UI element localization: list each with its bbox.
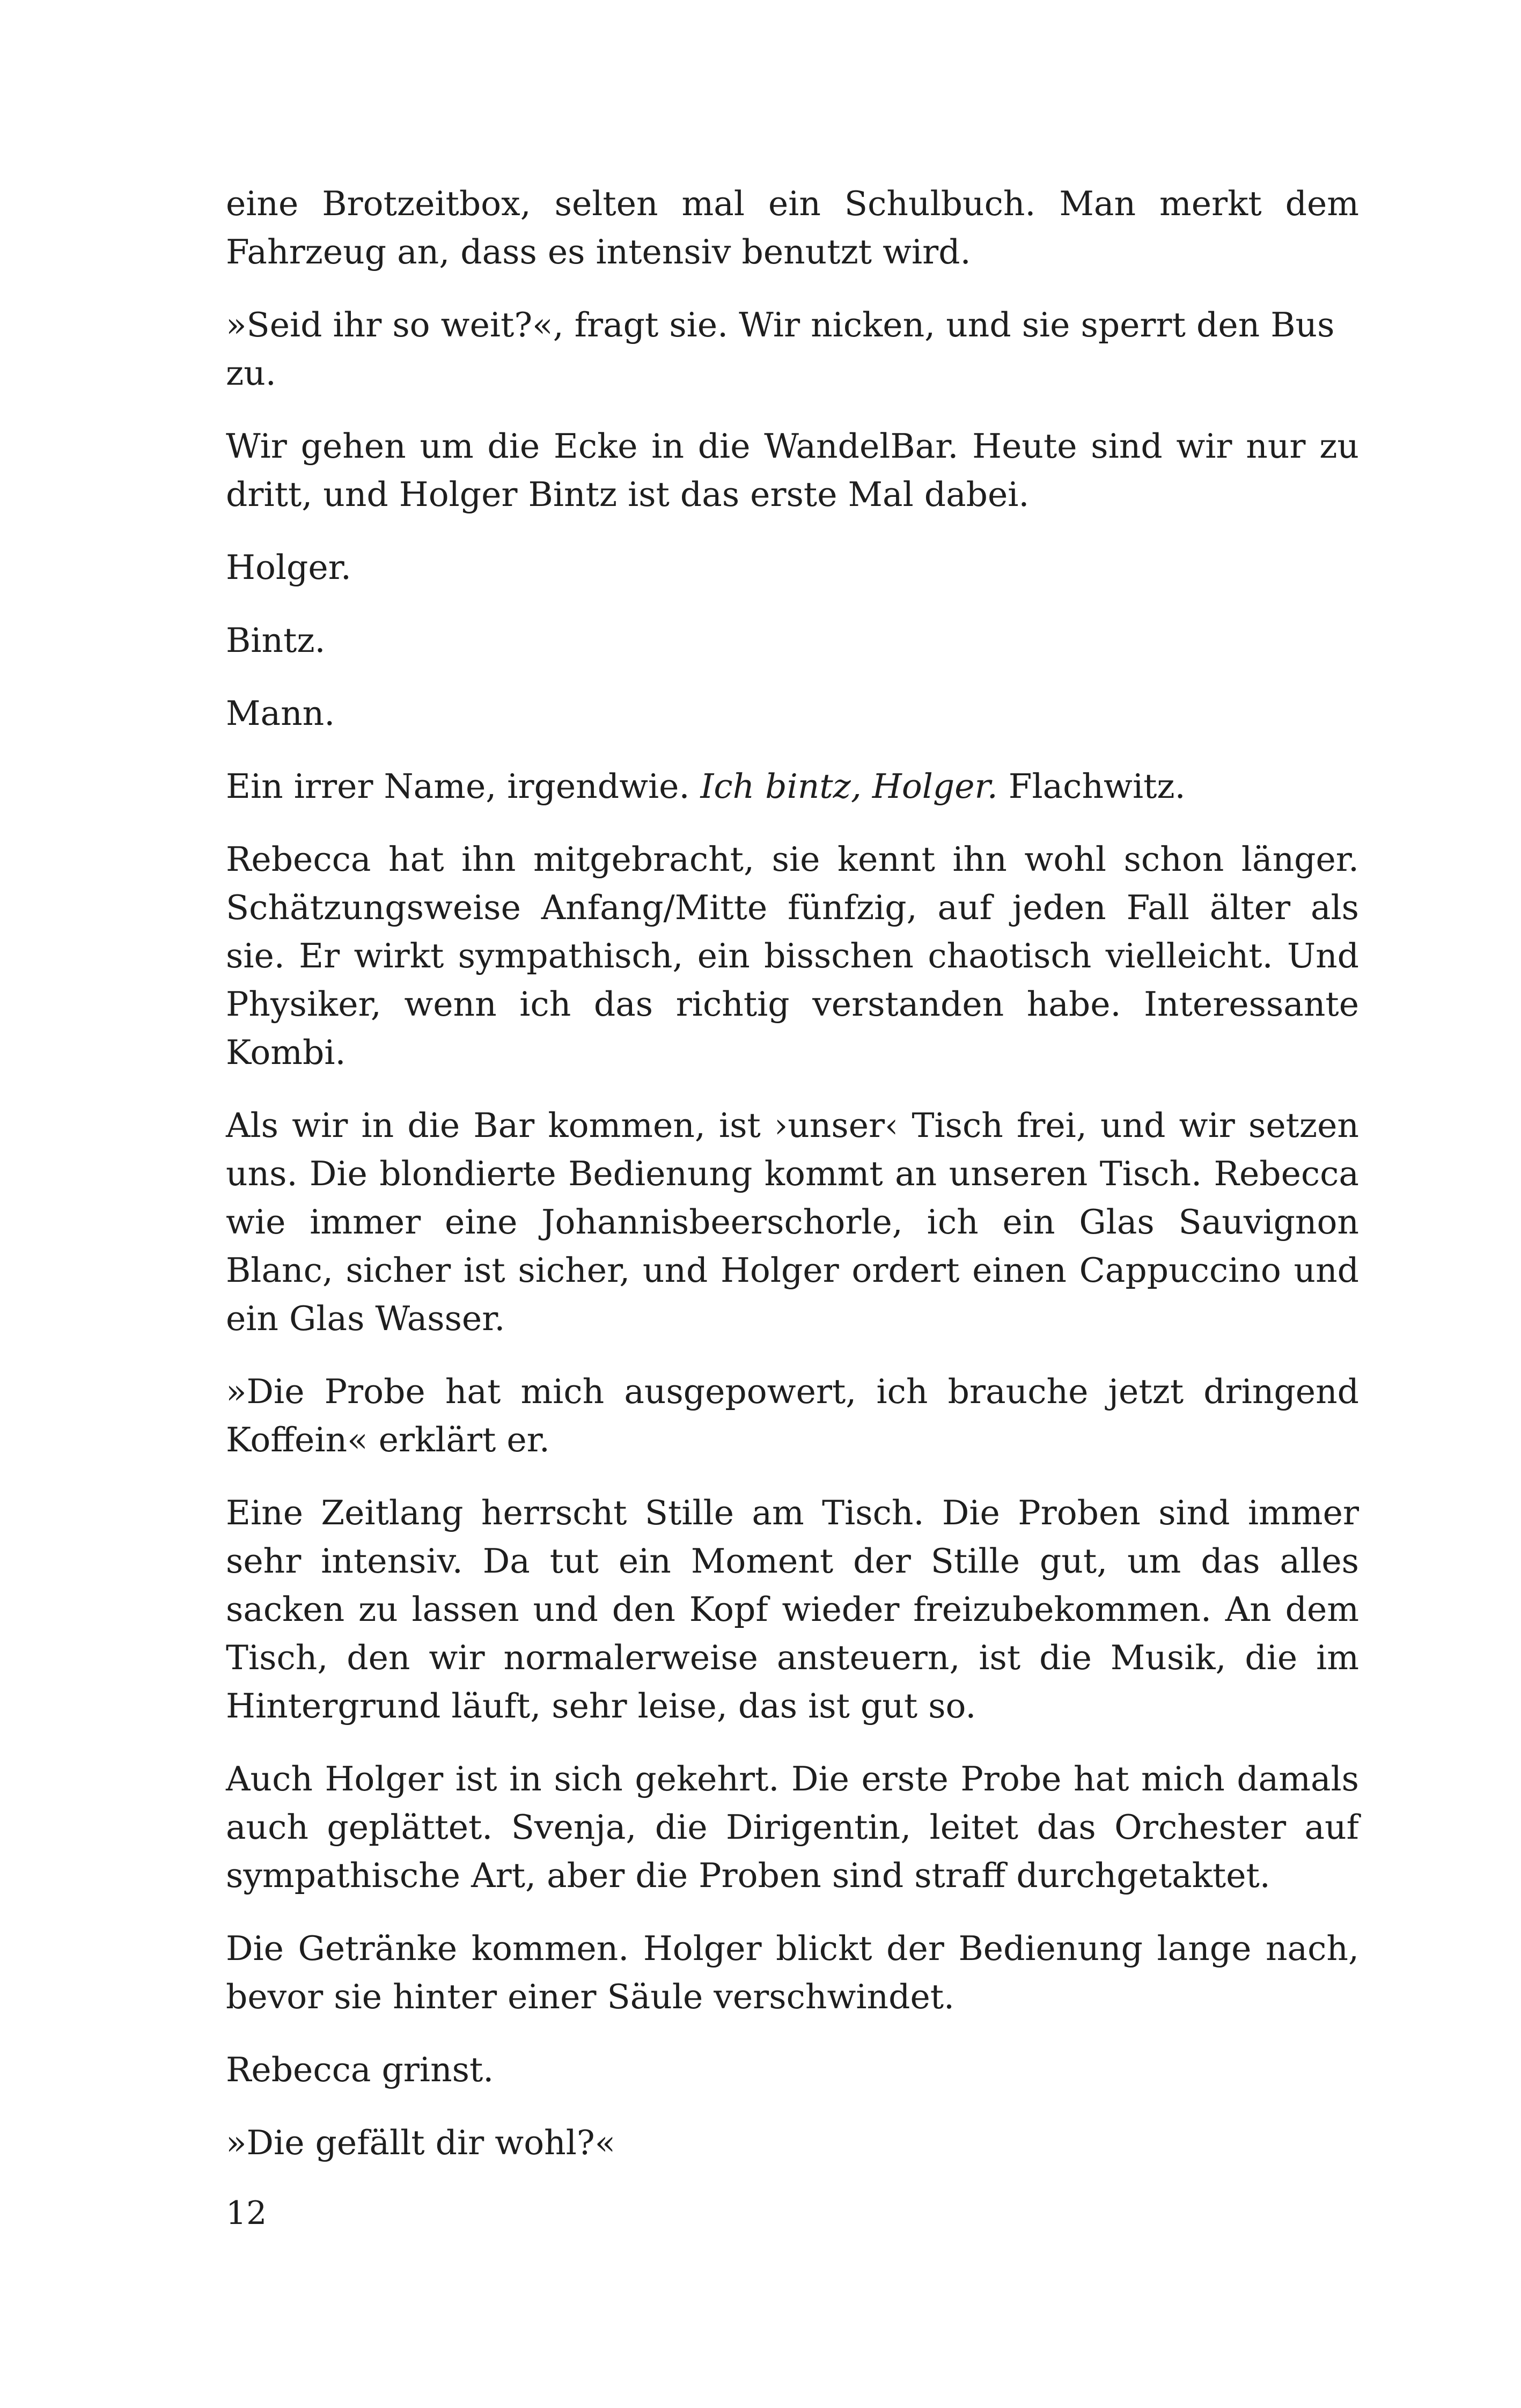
paragraph: eine Brotzeitbox, selten mal ein Schulbuch. Man merkt dem Fahrzeug an, dass es intensiv benutzt wird. — [226, 184, 1359, 271]
paragraph: Mann. — [226, 694, 335, 733]
paragraph: Als wir in die Bar kommen, ist ›unser‹ Tisch frei, und wir setzen uns. Die blondierte Bedienung kommt an unseren Tisch. Rebecca wie immer eine Johannisbeerschorle, ich ein Glas Sauvignon Blanc, sicher ist sicher, und Holger ordert einen Cappuccino und ein Glas Wasser. — [226, 1106, 1359, 1338]
paragraph: Holger. — [226, 548, 351, 587]
paragraph: Rebecca grinst. — [226, 2050, 494, 2089]
paragraph: »Die Probe hat mich ausgepowert, ich brauche jetzt dringend Koffein« erklärt er. — [226, 1372, 1359, 1459]
paragraph: Die Getränke kommen. Holger blickt der Bedienung lange nach, bevor sie hinter einer Säule verschwindet. — [226, 1929, 1359, 2016]
paragraph-text: Ein irrer Name, irgendwie. — [226, 767, 701, 806]
page-number: 12 — [226, 2194, 267, 2232]
paragraph — [226, 762, 1359, 811]
paragraph: Bintz. — [226, 621, 326, 660]
paragraph: Wir gehen um die Ecke in die WandelBar. Heute sind wir nur zu dritt, und Holger Bintz ist das erste Mal dabei. — [226, 427, 1359, 514]
italic-phrase: Ich bintz, Holger. — [700, 767, 998, 806]
paragraph: »Seid ihr so weit?«, fragt sie. Wir nicken, und sie sperrt den Bus zu. — [226, 305, 1335, 393]
paragraph: Auch Holger ist in sich gekehrt. Die erste Probe hat mich damals auch geplättet. Svenja, die Dirigentin, leitet das Orchester auf sympathische Art, aber die Proben sind straff durchgetaktet. — [226, 1759, 1359, 1895]
paragraph: »Die gefällt dir wohl?« — [226, 2123, 616, 2162]
paragraph-text: Flachwitz. — [997, 767, 1186, 806]
paragraph: Eine Zeitlang herrscht Stille am Tisch. Die Proben sind immer sehr intensiv. Da tut ein Moment der Stille gut, um das alles sacken zu lassen und den Kopf wieder freizubekommen. An dem Tisch, den wir normalerweise ansteuern, ist die Musik, die im Hintergrund läuft, sehr leise, das ist gut so. — [226, 1493, 1359, 1726]
body-text — [226, 180, 1359, 2192]
paragraph: Rebecca hat ihn mitgebracht, sie kennt ihn wohl schon länger. Schätzungsweise Anfang/Mitte fünfzig, auf jeden Fall älter als sie. Er wirkt sympathisch, ein bisschen chaotisch vielleicht. Und Physiker, wenn ich das richtig verstanden habe. Interessante Kombi. — [226, 840, 1359, 1072]
